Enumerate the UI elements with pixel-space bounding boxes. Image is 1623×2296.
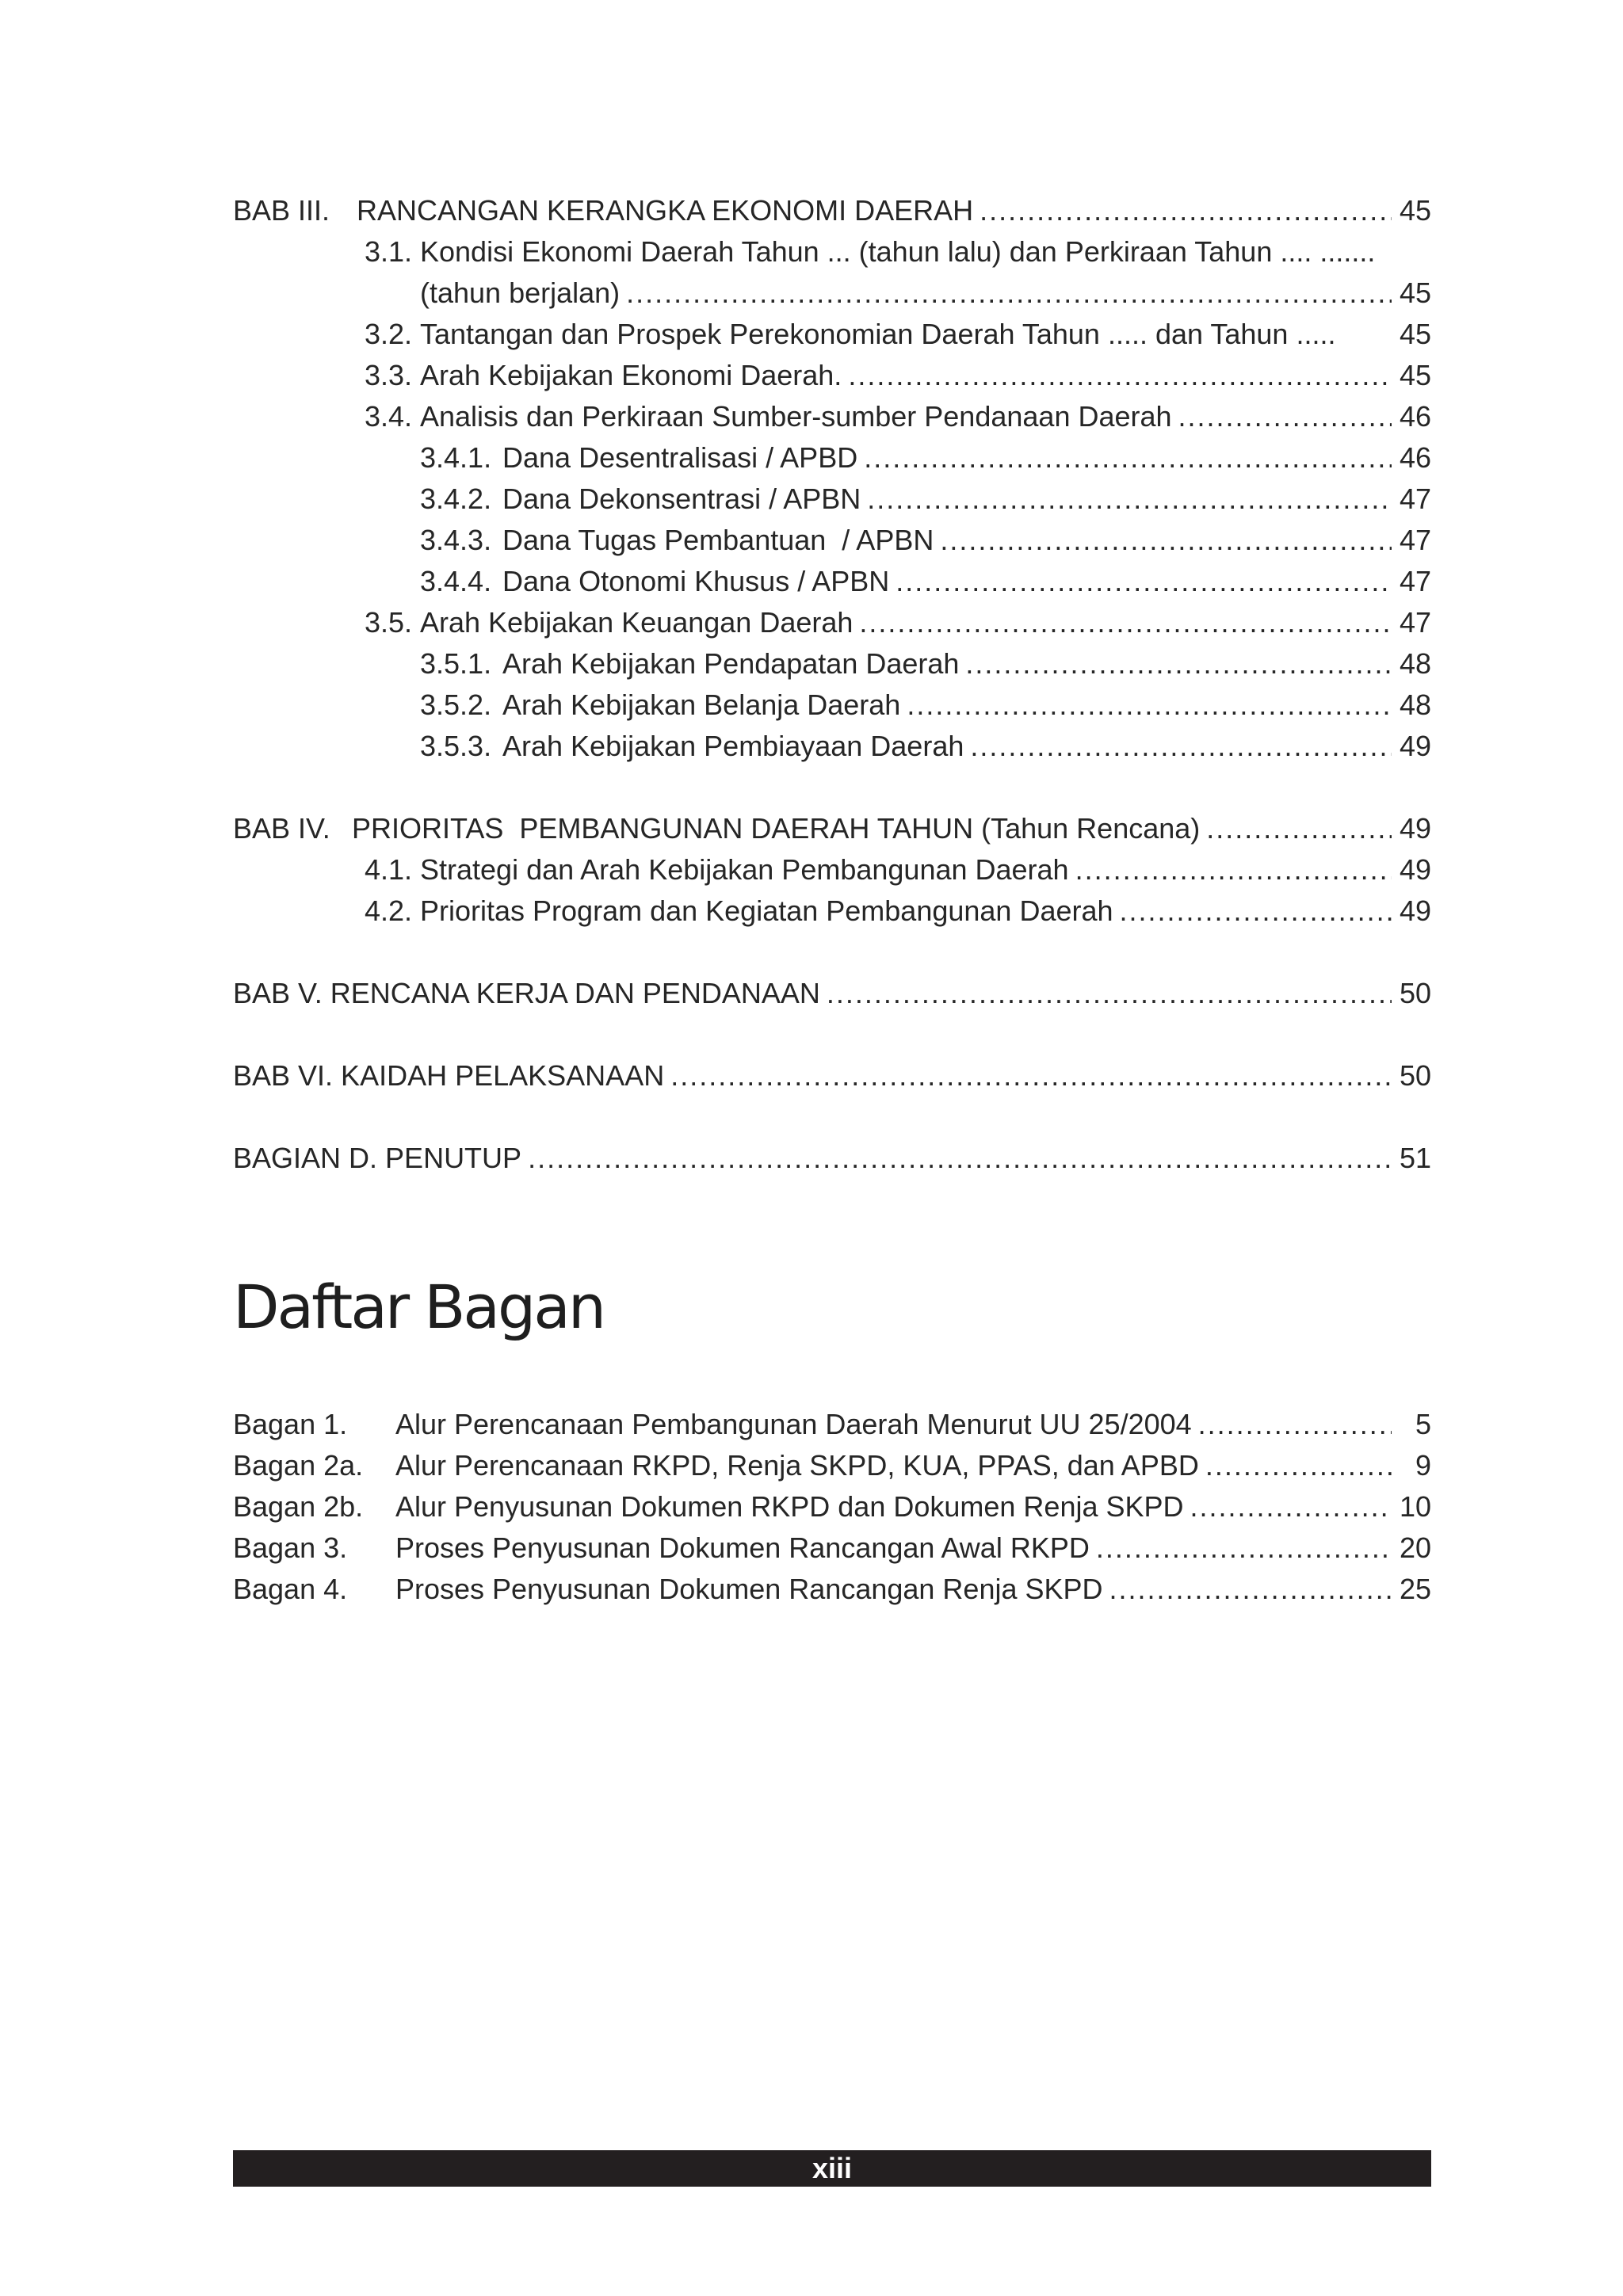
bagan-entry	[233, 1529, 1431, 1567]
dot-leader	[1178, 398, 1392, 436]
bagan-label: Bagan 4.	[233, 1573, 348, 1605]
subsection-title: Dana Dekonsentrasi / APBN	[502, 482, 861, 515]
page-number: 47	[1399, 606, 1431, 639]
dot-leader	[867, 480, 1392, 518]
toc-entry-bab-5	[233, 974, 1431, 1013]
page-number: 20	[1399, 1531, 1431, 1564]
toc-entry-bab-3	[233, 192, 1431, 230]
page-number: 9	[1415, 1449, 1431, 1482]
dot-leader	[896, 563, 1392, 601]
section-number: 3.4.	[365, 400, 413, 433]
subsection-title: Dana Tugas Pembantuan / APBN	[502, 524, 934, 556]
subsection-title: Arah Kebijakan Pembiayaan Daerah	[502, 730, 964, 762]
toc-entry-4-2	[365, 892, 1431, 930]
bagan-title: Alur Perencanaan Pembangunan Daerah Menurut UU 25/2004	[395, 1408, 1192, 1440]
dot-leader	[1190, 1488, 1392, 1526]
dot-leader	[827, 974, 1392, 1013]
chapter-title: BAB VI. KAIDAH PELAKSANAAN	[233, 1059, 665, 1092]
dot-leader	[1198, 1405, 1392, 1444]
footer-page-bar	[233, 2150, 1431, 2187]
toc-entry-3-4-2	[420, 480, 1431, 518]
section-title: Tantangan dan Prospek Perekonomian Daerah Tahun ..... dan Tahun .....	[420, 318, 1336, 350]
page-number: 45	[1399, 194, 1431, 227]
toc-entry-3-5-3	[420, 727, 1431, 765]
subsection-number: 3.5.3.	[420, 730, 492, 762]
dot-leader	[907, 686, 1392, 724]
page-number: 45	[1399, 318, 1431, 350]
dot-leader	[1205, 1447, 1392, 1485]
subsection-title: Arah Kebijakan Pendapatan Daerah	[502, 647, 960, 680]
bagan-title: Alur Penyusunan Dokumen RKPD dan Dokumen Renja SKPD	[395, 1490, 1184, 1523]
dot-leader	[1206, 810, 1392, 848]
section-title: Analisis dan Perkiraan Sumber-sumber Pendanaan Daerah	[420, 400, 1172, 433]
page-number: 49	[1399, 894, 1431, 927]
page-number: 48	[1399, 647, 1431, 680]
section-title: Arah Kebijakan Keuangan Daerah	[420, 606, 854, 639]
subsection-title: Dana Desentralisasi / APBD	[502, 441, 858, 474]
bagan-entry	[233, 1488, 1431, 1526]
toc-entry-3-1-continued	[420, 274, 1431, 312]
toc-entry-bab-4	[233, 810, 1431, 848]
dot-leader	[626, 274, 1392, 312]
page-number: 49	[1399, 812, 1431, 845]
bagan-entry	[233, 1447, 1431, 1485]
section-number: 4.2.	[365, 894, 413, 927]
subsection-number: 3.5.1.	[420, 647, 492, 680]
bagan-title: Proses Penyusunan Dokumen Rancangan Renja SKPD	[395, 1573, 1103, 1605]
page-number: 50	[1399, 977, 1431, 1009]
page-number: 25	[1399, 1573, 1431, 1605]
continuation-dots: .......	[1319, 235, 1376, 268]
toc-entry-3-4-3	[420, 521, 1431, 559]
chapter-title: BAB V. RENCANA KERJA DAN PENDANAAN	[233, 977, 820, 1009]
page-number: 50	[1399, 1059, 1431, 1092]
section-number: 3.3.	[365, 359, 413, 391]
dot-leader	[848, 357, 1392, 395]
section-title: Arah Kebijakan Ekonomi Daerah.	[420, 359, 842, 391]
chapter-label: BAB IV.	[233, 812, 330, 845]
page-number: 46	[1399, 441, 1431, 474]
section-number: 4.1.	[365, 853, 413, 886]
toc-entry-3-4	[365, 398, 1431, 436]
subsection-number: 3.5.2.	[420, 688, 492, 721]
page-number: 51	[1399, 1142, 1431, 1174]
toc-entry-3-5	[365, 604, 1431, 642]
subsection-number: 3.4.2.	[420, 482, 492, 515]
toc-entry-3-5-1	[420, 645, 1431, 683]
page-number: 47	[1399, 524, 1431, 556]
toc-entry-3-1	[365, 233, 1431, 271]
part-title: BAGIAN D. PENUTUP	[233, 1142, 522, 1174]
dot-leader	[1075, 851, 1392, 889]
page-number: 47	[1399, 482, 1431, 515]
page-number: 49	[1399, 853, 1431, 886]
page-number: 49	[1399, 730, 1431, 762]
section-number: 3.2.	[365, 318, 413, 350]
toc-entry-bagian-d	[233, 1139, 1431, 1177]
dot-leader	[859, 604, 1392, 642]
bagan-title: Proses Penyusunan Dokumen Rancangan Awal RKPD	[395, 1531, 1090, 1564]
dot-leader	[980, 192, 1392, 230]
dot-leader	[1109, 1570, 1392, 1608]
section-number: 3.5.	[365, 606, 413, 639]
daftar-bagan-heading: Daftar Bagan	[233, 1272, 604, 1342]
page-number: 45	[1399, 277, 1431, 309]
footer-page-number: xiii	[812, 2152, 853, 2184]
page-number: 46	[1399, 400, 1431, 433]
bagan-title: Alur Perencanaan RKPD, Renja SKPD, KUA, PPAS, dan APBD	[395, 1449, 1199, 1482]
bagan-label: Bagan 3.	[233, 1531, 348, 1564]
section-title: Kondisi Ekonomi Daerah Tahun ... (tahun lalu) dan Perkiraan Tahun ....	[420, 235, 1312, 268]
dot-leader	[940, 521, 1392, 559]
chapter-label: BAB III.	[233, 194, 330, 227]
toc-entry-3-4-4	[420, 563, 1431, 601]
dot-leader	[965, 645, 1392, 683]
toc-entry-3-5-2	[420, 686, 1431, 724]
section-number: 3.1.	[365, 235, 413, 268]
dot-leader	[670, 1057, 1392, 1095]
subsection-number: 3.4.4.	[420, 565, 492, 597]
bagan-label: Bagan 2a.	[233, 1449, 364, 1482]
bagan-entry	[233, 1570, 1431, 1608]
subsection-number: 3.4.1.	[420, 441, 492, 474]
toc-entry-3-4-1	[420, 439, 1431, 477]
section-title-continued: (tahun berjalan)	[420, 277, 621, 309]
page-number: 45	[1399, 359, 1431, 391]
dot-leader	[1096, 1529, 1392, 1567]
toc-entry-bab-6	[233, 1057, 1431, 1095]
page-number: 47	[1399, 565, 1431, 597]
toc-entry-3-2	[365, 315, 1431, 353]
toc-entry-4-1	[365, 851, 1431, 889]
chapter-title: PRIORITAS PEMBANGUNAN DAERAH TAHUN (Tahun Rencana)	[352, 812, 1201, 845]
dot-leader	[1120, 892, 1392, 930]
bagan-label: Bagan 1.	[233, 1408, 348, 1440]
page-number: 48	[1399, 688, 1431, 721]
page-number: 5	[1415, 1408, 1431, 1440]
dot-leader	[528, 1139, 1392, 1177]
subsection-title: Arah Kebijakan Belanja Daerah	[502, 688, 901, 721]
chapter-title: RANCANGAN KERANGKA EKONOMI DAERAH	[357, 194, 974, 227]
subsection-title: Dana Otonomi Khusus / APBN	[502, 565, 890, 597]
section-title: Strategi dan Arah Kebijakan Pembangunan Daerah	[420, 853, 1069, 886]
subsection-number: 3.4.3.	[420, 524, 492, 556]
section-title: Prioritas Program dan Kegiatan Pembangunan Daerah	[420, 894, 1113, 927]
page-number: 10	[1399, 1490, 1431, 1523]
bagan-label: Bagan 2b.	[233, 1490, 364, 1523]
toc-entry-3-3	[365, 357, 1431, 395]
bagan-entry	[233, 1405, 1431, 1444]
dot-leader	[864, 439, 1392, 477]
dot-leader	[970, 727, 1392, 765]
